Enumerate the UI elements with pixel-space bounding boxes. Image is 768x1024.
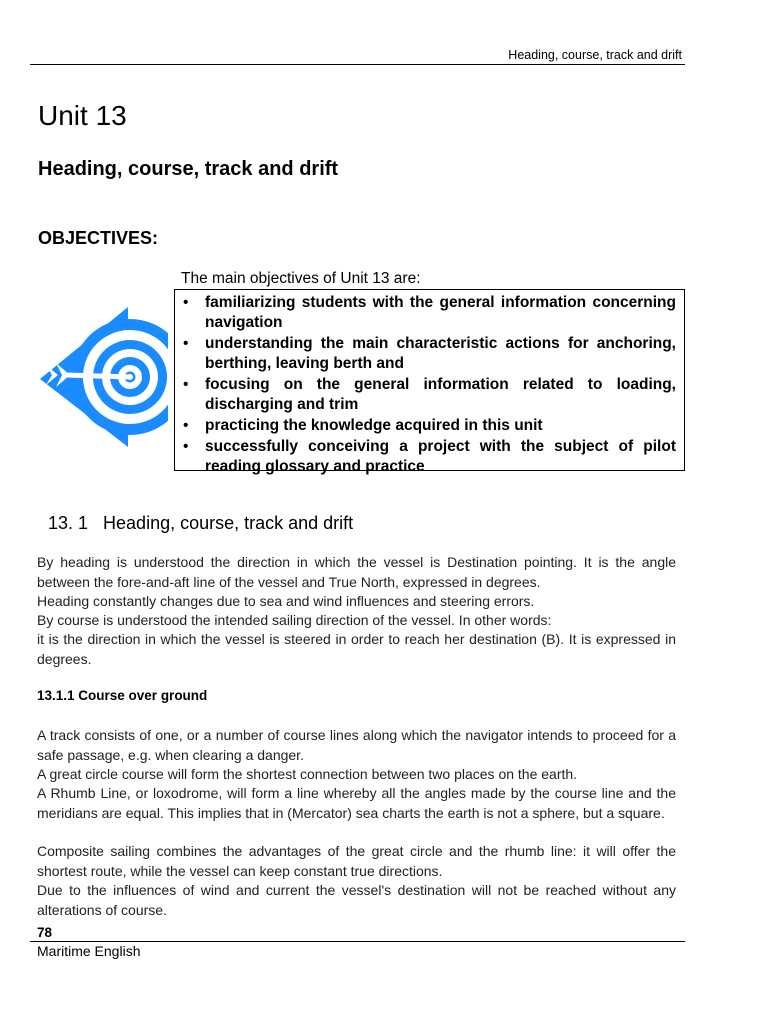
section-paragraph: Heading constantly changes due to sea and wind influences and steering errors. (37, 593, 535, 609)
subsection-heading: 13.1.1 Course over ground (37, 688, 208, 703)
bullet-icon: • (183, 417, 189, 434)
bullet-icon: • (183, 335, 189, 352)
subsection-paragraph: A great circle course will form the shortest connection between two places on the earth. (37, 766, 578, 782)
unit-subtitle: Heading, course, track and drift (38, 158, 339, 180)
footer-book-title: Maritime English (37, 943, 141, 959)
objectives-intro: The main objectives of Unit 13 are: (181, 270, 421, 287)
subsection-paragraph: Composite sailing combines the advantages of the great circle and the rhumb line: it will offer the shortest route, while the vessel can keep constant true directions. (37, 843, 676, 879)
section-paragraph: it is the direction in which the vessel is steered in order to reach her destination (B). It is expressed in degrees. (37, 631, 676, 667)
objectives-box (174, 289, 685, 475)
bullet-icon: • (183, 376, 189, 393)
target-arrow-icon (36, 303, 168, 451)
objectives-list (183, 293, 676, 477)
page-number: 78 (37, 925, 53, 940)
subsection-paragraph: A track consists of one, or a number of course lines along which the navigator intends to proceed for a safe passage, e.g. when clearing a danger. (37, 727, 676, 763)
objective-item: • familiarizing students with the general information concerning navigation (183, 294, 676, 331)
subsection-paragraph: Due to the influences of wind and current the vessel's destination will not be reached without any alterations of course. (37, 882, 676, 918)
subsection-paragraph: A Rhumb Line, or loxodrome, will form a line whereby all the angles made by the course line and the meridians are equal. This implies that in (Mercator) sea charts the earth is not a sphere, but a square. (37, 785, 676, 821)
bullet-icon: • (183, 294, 189, 311)
objective-item: • understanding the main characteristic actions for anchoring, berthing, leaving berth and (183, 335, 676, 372)
objective-item: • practicing the knowledge acquired in this unit (183, 417, 543, 434)
section-heading: 13. 1 Heading, course, track and drift (48, 513, 354, 533)
objective-item: • focusing on the general information related to loading, discharging and trim (183, 376, 676, 413)
footer-rule (30, 941, 685, 942)
header-rule (30, 64, 685, 65)
objectives-heading: OBJECTIVES: (38, 228, 159, 248)
section-paragraph: By course is understood the intended sailing direction of the vessel. In other words: (37, 612, 552, 628)
section-paragraph: By heading is understood the direction in which the vessel is Destination pointing. It is the angle between the fore-and-aft line of the vessel and True North, expressed in degrees. (37, 554, 676, 590)
bullet-icon: • (183, 438, 189, 455)
running-header: Heading, course, track and drift (508, 48, 682, 62)
unit-title: Unit 13 (38, 100, 127, 131)
objective-item: • successfully conceiving a project with the subject of pilot reading glossary and practice (183, 438, 676, 475)
